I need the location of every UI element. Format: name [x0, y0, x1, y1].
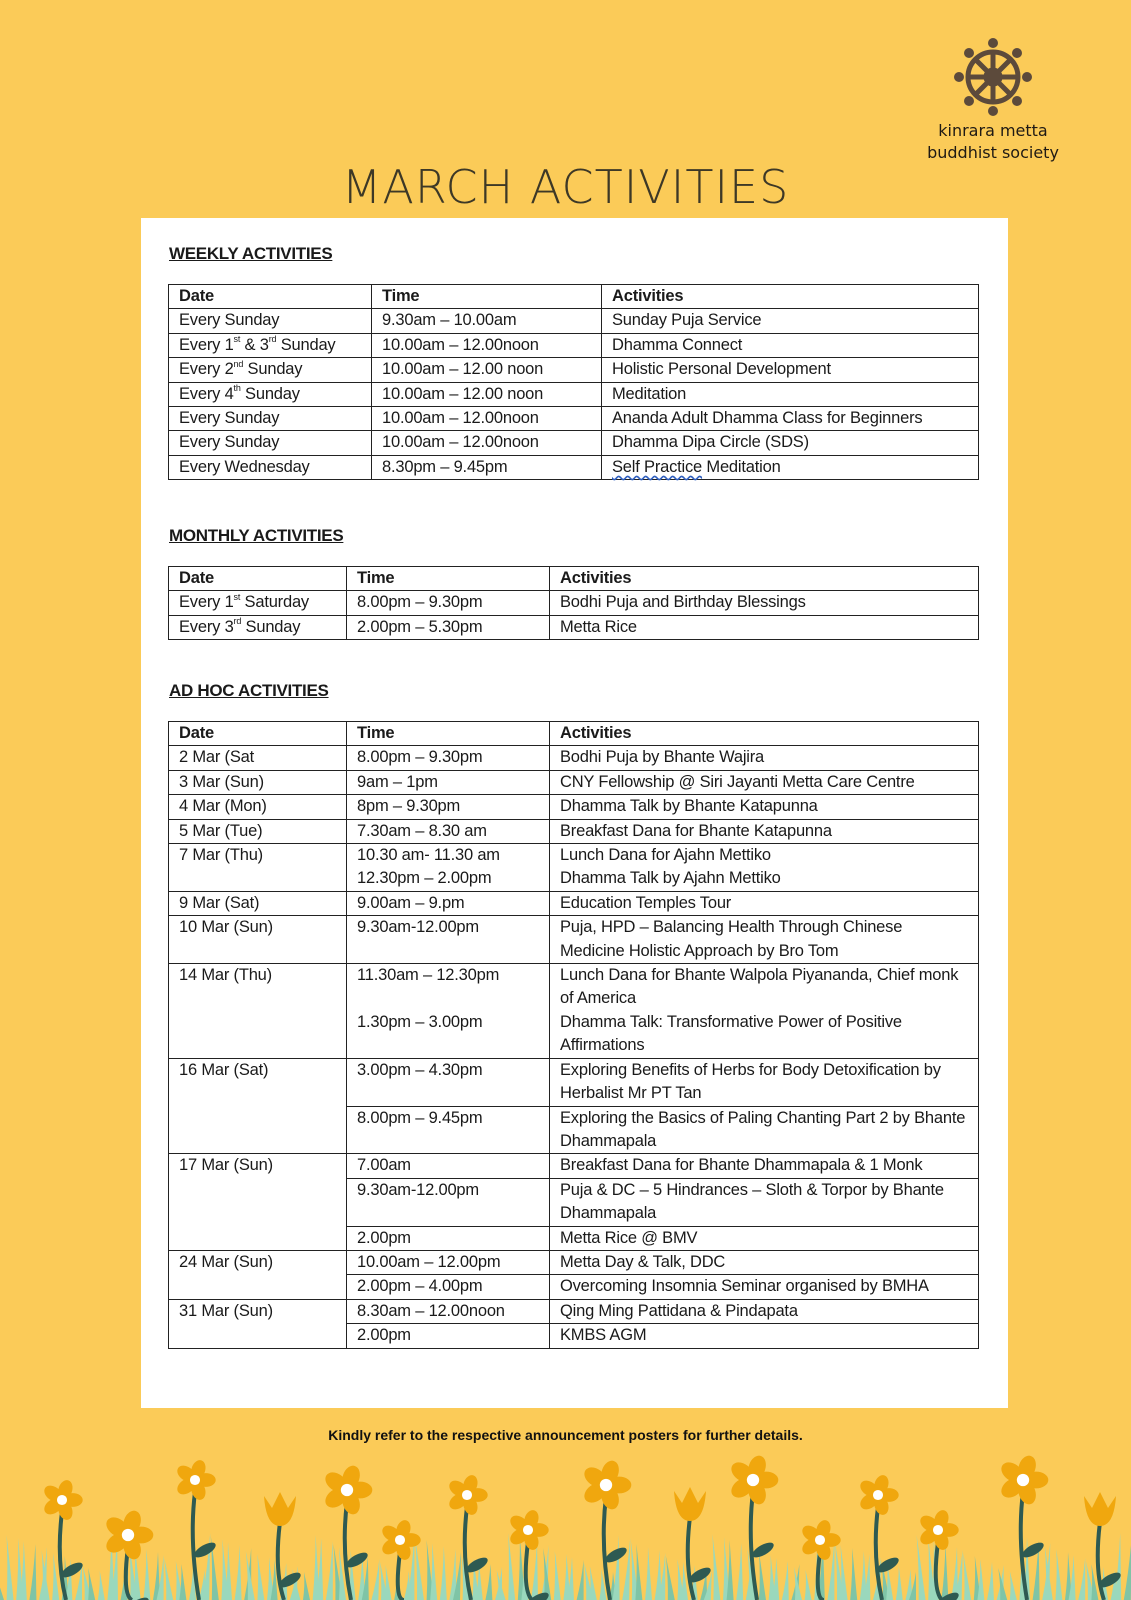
activity-line-1: Lunch Dana for Bhante Walpola Piyananda, Chief monk of America: [560, 966, 959, 1008]
time-line-1: 10.30 am- 11.30 am: [357, 846, 500, 865]
grass-blade: [805, 1570, 812, 1600]
time-line-2: 1.30pm – 3.00pm: [357, 1012, 483, 1031]
cell-activity: [550, 844, 979, 892]
cell-time: 9.30am – 10.00am: [372, 309, 602, 333]
cell-date: Every Sunday: [169, 407, 372, 431]
cell-activity: Sunday Puja Service: [602, 309, 979, 333]
table-row: [169, 431, 979, 455]
monthly-heading: MONTHLY ACTIVITIES: [169, 526, 344, 545]
grass-blade: [531, 1542, 538, 1600]
cell-activity: Metta Rice @ BMV: [550, 1226, 979, 1250]
cell-time: 9.30am-12.00pm: [347, 916, 550, 964]
cell-time: 9.00am – 9.pm: [347, 891, 550, 915]
col-header-activities: Activities: [550, 722, 979, 746]
footer-note: Kindly refer to the respective announcement posters for further details.: [328, 1427, 803, 1443]
cell-date: Every 3rd Sunday: [169, 615, 347, 639]
cell-date: 24 Mar (Sun): [169, 1250, 347, 1299]
cell-time: 8.00pm – 9.45pm: [347, 1106, 550, 1154]
adhoc-table: [168, 721, 979, 1349]
grass-blade: [987, 1562, 994, 1600]
cell-activity: Breakfast Dana for Bhante Dhammapala & 1 Monk: [550, 1154, 979, 1178]
col-header-date: Date: [169, 285, 372, 309]
grass-blade: [622, 1538, 630, 1600]
cell-date: Every 2nd Sunday: [169, 358, 372, 382]
table-row: [169, 1250, 979, 1274]
table-row: [169, 382, 979, 406]
dharma-wheel-icon: [948, 36, 1038, 120]
cell-time: 7.00am: [347, 1154, 550, 1178]
cell-date: 31 Mar (Sun): [169, 1299, 347, 1348]
table-row: [169, 333, 979, 357]
grass-blade: [727, 1540, 734, 1600]
grass-blade: [666, 1556, 675, 1600]
col-header-time: Time: [372, 285, 602, 309]
cell-time: 9am – 1pm: [347, 770, 550, 794]
cell-time: 8pm – 9.30pm: [347, 795, 550, 819]
cell-activity: Self Practice Meditation: [602, 455, 979, 479]
cell-date: 10 Mar (Sun): [169, 916, 347, 964]
cell-activity: Bodhi Puja by Bhante Wajira: [550, 746, 979, 770]
grass-blade: [1055, 1549, 1062, 1600]
cell-time: 10.00am – 12.00noon: [372, 407, 602, 431]
flower-icon: [41, 1478, 85, 1600]
cell-date: 5 Mar (Tue): [169, 819, 347, 843]
logo-line-2: buddhist society: [927, 143, 1059, 162]
cell-time: 8.30pm – 9.45pm: [372, 455, 602, 479]
cell-time: 10.00am – 12.00 noon: [372, 358, 602, 382]
cell-activity: Overcoming Insomnia Seminar organised by BMHA: [550, 1275, 979, 1299]
cell-date: 14 Mar (Thu): [169, 964, 347, 1059]
cell-activity: Qing Ming Pattidana & Pindapata: [550, 1299, 979, 1323]
cell-date: 9 Mar (Sat): [169, 891, 347, 915]
table-row: [169, 795, 979, 819]
grass-blade: [841, 1545, 848, 1600]
table-row: [169, 615, 979, 639]
cell-date: Every Sunday: [169, 431, 372, 455]
grass-blade: [977, 1559, 984, 1600]
grass-blade: [645, 1547, 652, 1600]
schedule-sheet: [141, 218, 1008, 1408]
flower-meadow-illustration: [0, 1440, 1131, 1600]
flower-icon: [174, 1458, 218, 1600]
grass-blade: [415, 1537, 424, 1600]
cell-activity: Dhamma Dipa Circle (SDS): [602, 431, 979, 455]
grass-blade: [0, 1572, 4, 1600]
col-header-date: Date: [169, 722, 347, 746]
col-header-date: Date: [169, 567, 347, 591]
grass-blade: [941, 1544, 948, 1600]
grass-blade: [430, 1543, 437, 1600]
grass-blade: [712, 1534, 720, 1600]
cell-activity: Puja, HPD – Balancing Health Through Chinese Medicine Holistic Approach by Bro Tom: [550, 916, 979, 964]
grass-blade: [850, 1548, 857, 1600]
cell-time: 10.00am – 12.00noon: [372, 431, 602, 455]
grass-blade: [917, 1535, 926, 1600]
cell-date: 2 Mar (Sat: [169, 746, 347, 770]
cell-activity: Bodhi Puja and Birthday Blessings: [550, 591, 979, 615]
table-row: [169, 1058, 979, 1106]
grass-blade: [782, 1561, 789, 1600]
weekly-heading: WEEKLY ACTIVITIES: [169, 244, 333, 263]
cell-activity: Ananda Adult Dhamma Class for Beginners: [602, 407, 979, 431]
time-line-1: 11.30am – 12.30pm: [357, 966, 500, 985]
weekly-table: [168, 284, 979, 480]
grass-blade: [440, 1546, 447, 1600]
grass-blade: [98, 1571, 105, 1600]
adhoc-heading: AD HOC ACTIVITIES: [169, 681, 329, 700]
grass-blade: [736, 1543, 743, 1600]
grass-blade: [179, 1564, 186, 1600]
page-title: MARCH ACTIVITIES: [341, 160, 790, 214]
grass-blade: [1010, 1571, 1017, 1600]
table-row: [169, 1299, 979, 1323]
activity-line-1: Lunch Dana for Ajahn Mettiko: [560, 846, 771, 865]
cell-time: 10.00am – 12.00pm: [347, 1250, 550, 1274]
grass-blade: [235, 1545, 242, 1600]
table-row: [169, 964, 979, 1059]
cell-time: 7.30am – 8.30 am: [347, 819, 550, 843]
cell-time: 10.00am – 12.00 noon: [372, 382, 602, 406]
table-row: [169, 1154, 979, 1178]
table-row: [169, 819, 979, 843]
grass-blade: [88, 1568, 95, 1600]
cell-date: 17 Mar (Sun): [169, 1154, 347, 1251]
grass-blade: [225, 1542, 232, 1600]
col-header-time: Time: [347, 722, 550, 746]
grass-blade: [164, 1558, 173, 1600]
grass-blade: [485, 1564, 492, 1600]
grass-blade: [303, 1572, 310, 1600]
cell-date: Every Sunday: [169, 309, 372, 333]
cell-activity: Exploring the Basics of Paling Chanting Part 2 by Bhante Dhammapala: [550, 1106, 979, 1154]
cell-time: 9.30am-12.00pm: [347, 1178, 550, 1226]
cell-date: Every 1st & 3rd Sunday: [169, 333, 372, 357]
cell-time: 8.00pm – 9.30pm: [347, 746, 550, 770]
table-row: [169, 309, 979, 333]
cell-time: 2.00pm – 4.00pm: [347, 1275, 550, 1299]
time-line-2: 12.30pm – 2.00pm: [357, 869, 492, 888]
cell-activity: Meditation: [602, 382, 979, 406]
cell-activity: Metta Day & Talk, DDC: [550, 1250, 979, 1274]
cell-time: 3.00pm – 4.30pm: [347, 1058, 550, 1106]
cell-activity: Exploring Benefits of Herbs for Body Detoxification by Herbalist Mr PT Tan: [550, 1058, 979, 1106]
col-header-activities: Activities: [602, 285, 979, 309]
cell-activity: Education Temples Tour: [550, 891, 979, 915]
table-row: [169, 358, 979, 382]
cell-activity: Dhamma Connect: [602, 333, 979, 357]
flower-icon: [581, 1458, 632, 1600]
grass-blade: [143, 1549, 150, 1600]
col-header-activities: Activities: [550, 567, 979, 591]
cell-activity: CNY Fellowship @ Siri Jayanti Metta Care Centre: [550, 770, 979, 794]
cell-activity: [550, 964, 979, 1059]
grass-blade: [635, 1544, 642, 1600]
logo: [918, 36, 1068, 164]
activity-line-2: Dhamma Talk: Transformative Power of Positive Affirmations: [560, 1012, 902, 1055]
flower-icon: [998, 1453, 1049, 1600]
col-header-time: Time: [347, 567, 550, 591]
cell-date: 7 Mar (Thu): [169, 844, 347, 892]
cell-time: 8.00pm – 9.30pm: [347, 591, 550, 615]
cell-time: [347, 964, 550, 1059]
cell-activity: Holistic Personal Development: [602, 358, 979, 382]
cell-date: Every 1st Saturday: [169, 591, 347, 615]
grass-blade: [1078, 1558, 1085, 1600]
grass-blade: [7, 1535, 14, 1600]
monthly-table: [168, 566, 979, 640]
table-row: [169, 746, 979, 770]
cell-time: 10.00am – 12.00noon: [372, 333, 602, 357]
cell-time: [347, 844, 550, 892]
table-row: [169, 407, 979, 431]
cell-activity: KMBS AGM: [550, 1324, 979, 1348]
grass-blade: [759, 1552, 766, 1600]
cell-date: 4 Mar (Mon): [169, 795, 347, 819]
grass-blade: [1124, 1536, 1131, 1600]
activity-line-2: Dhamma Talk by Ajahn Mettiko: [560, 869, 781, 888]
cell-date: Every 4th Sunday: [169, 382, 372, 406]
cell-date: Every Wednesday: [169, 455, 372, 479]
grass-blade: [896, 1566, 903, 1600]
cell-time: 8.30am – 12.00noon: [347, 1299, 550, 1323]
cell-date: 16 Mar (Sat): [169, 1058, 347, 1154]
grass-blade: [371, 1559, 379, 1600]
grass-blade: [29, 1544, 36, 1600]
table-header-row: [169, 285, 979, 309]
grass-blade: [590, 1566, 597, 1600]
table-header-row: [169, 722, 979, 746]
grass-blade: [257, 1554, 264, 1600]
table-row: [169, 770, 979, 794]
grass-blade: [20, 1541, 27, 1600]
table-row: [169, 844, 979, 892]
cell-time: 2.00pm – 5.30pm: [347, 615, 550, 639]
cell-time: 2.00pm: [347, 1324, 550, 1348]
cell-activity: Metta Rice: [550, 615, 979, 639]
cell-activity: Breakfast Dana for Bhante Katapunna: [550, 819, 979, 843]
grass-blade: [326, 1541, 333, 1600]
table-row: [169, 455, 979, 479]
cell-activity: Puja & DC – 5 Hindrances – Sloth & Torpor by Bhante Dhammapala: [550, 1178, 979, 1226]
table-row: [169, 916, 979, 964]
logo-line-1: kinrara metta: [938, 121, 1048, 140]
grass-strokes: [0, 1533, 1131, 1600]
cell-activity: Dhamma Talk by Bhante Katapunna: [550, 795, 979, 819]
cell-time: 2.00pm: [347, 1226, 550, 1250]
table-row: [169, 591, 979, 615]
cell-date: 3 Mar (Sun): [169, 770, 347, 794]
table-header-row: [169, 567, 979, 591]
table-row: [169, 891, 979, 915]
grass-blade: [385, 1565, 392, 1600]
grass-blade: [554, 1551, 561, 1600]
grass-blade: [577, 1560, 584, 1600]
grass-blade: [963, 1553, 971, 1600]
